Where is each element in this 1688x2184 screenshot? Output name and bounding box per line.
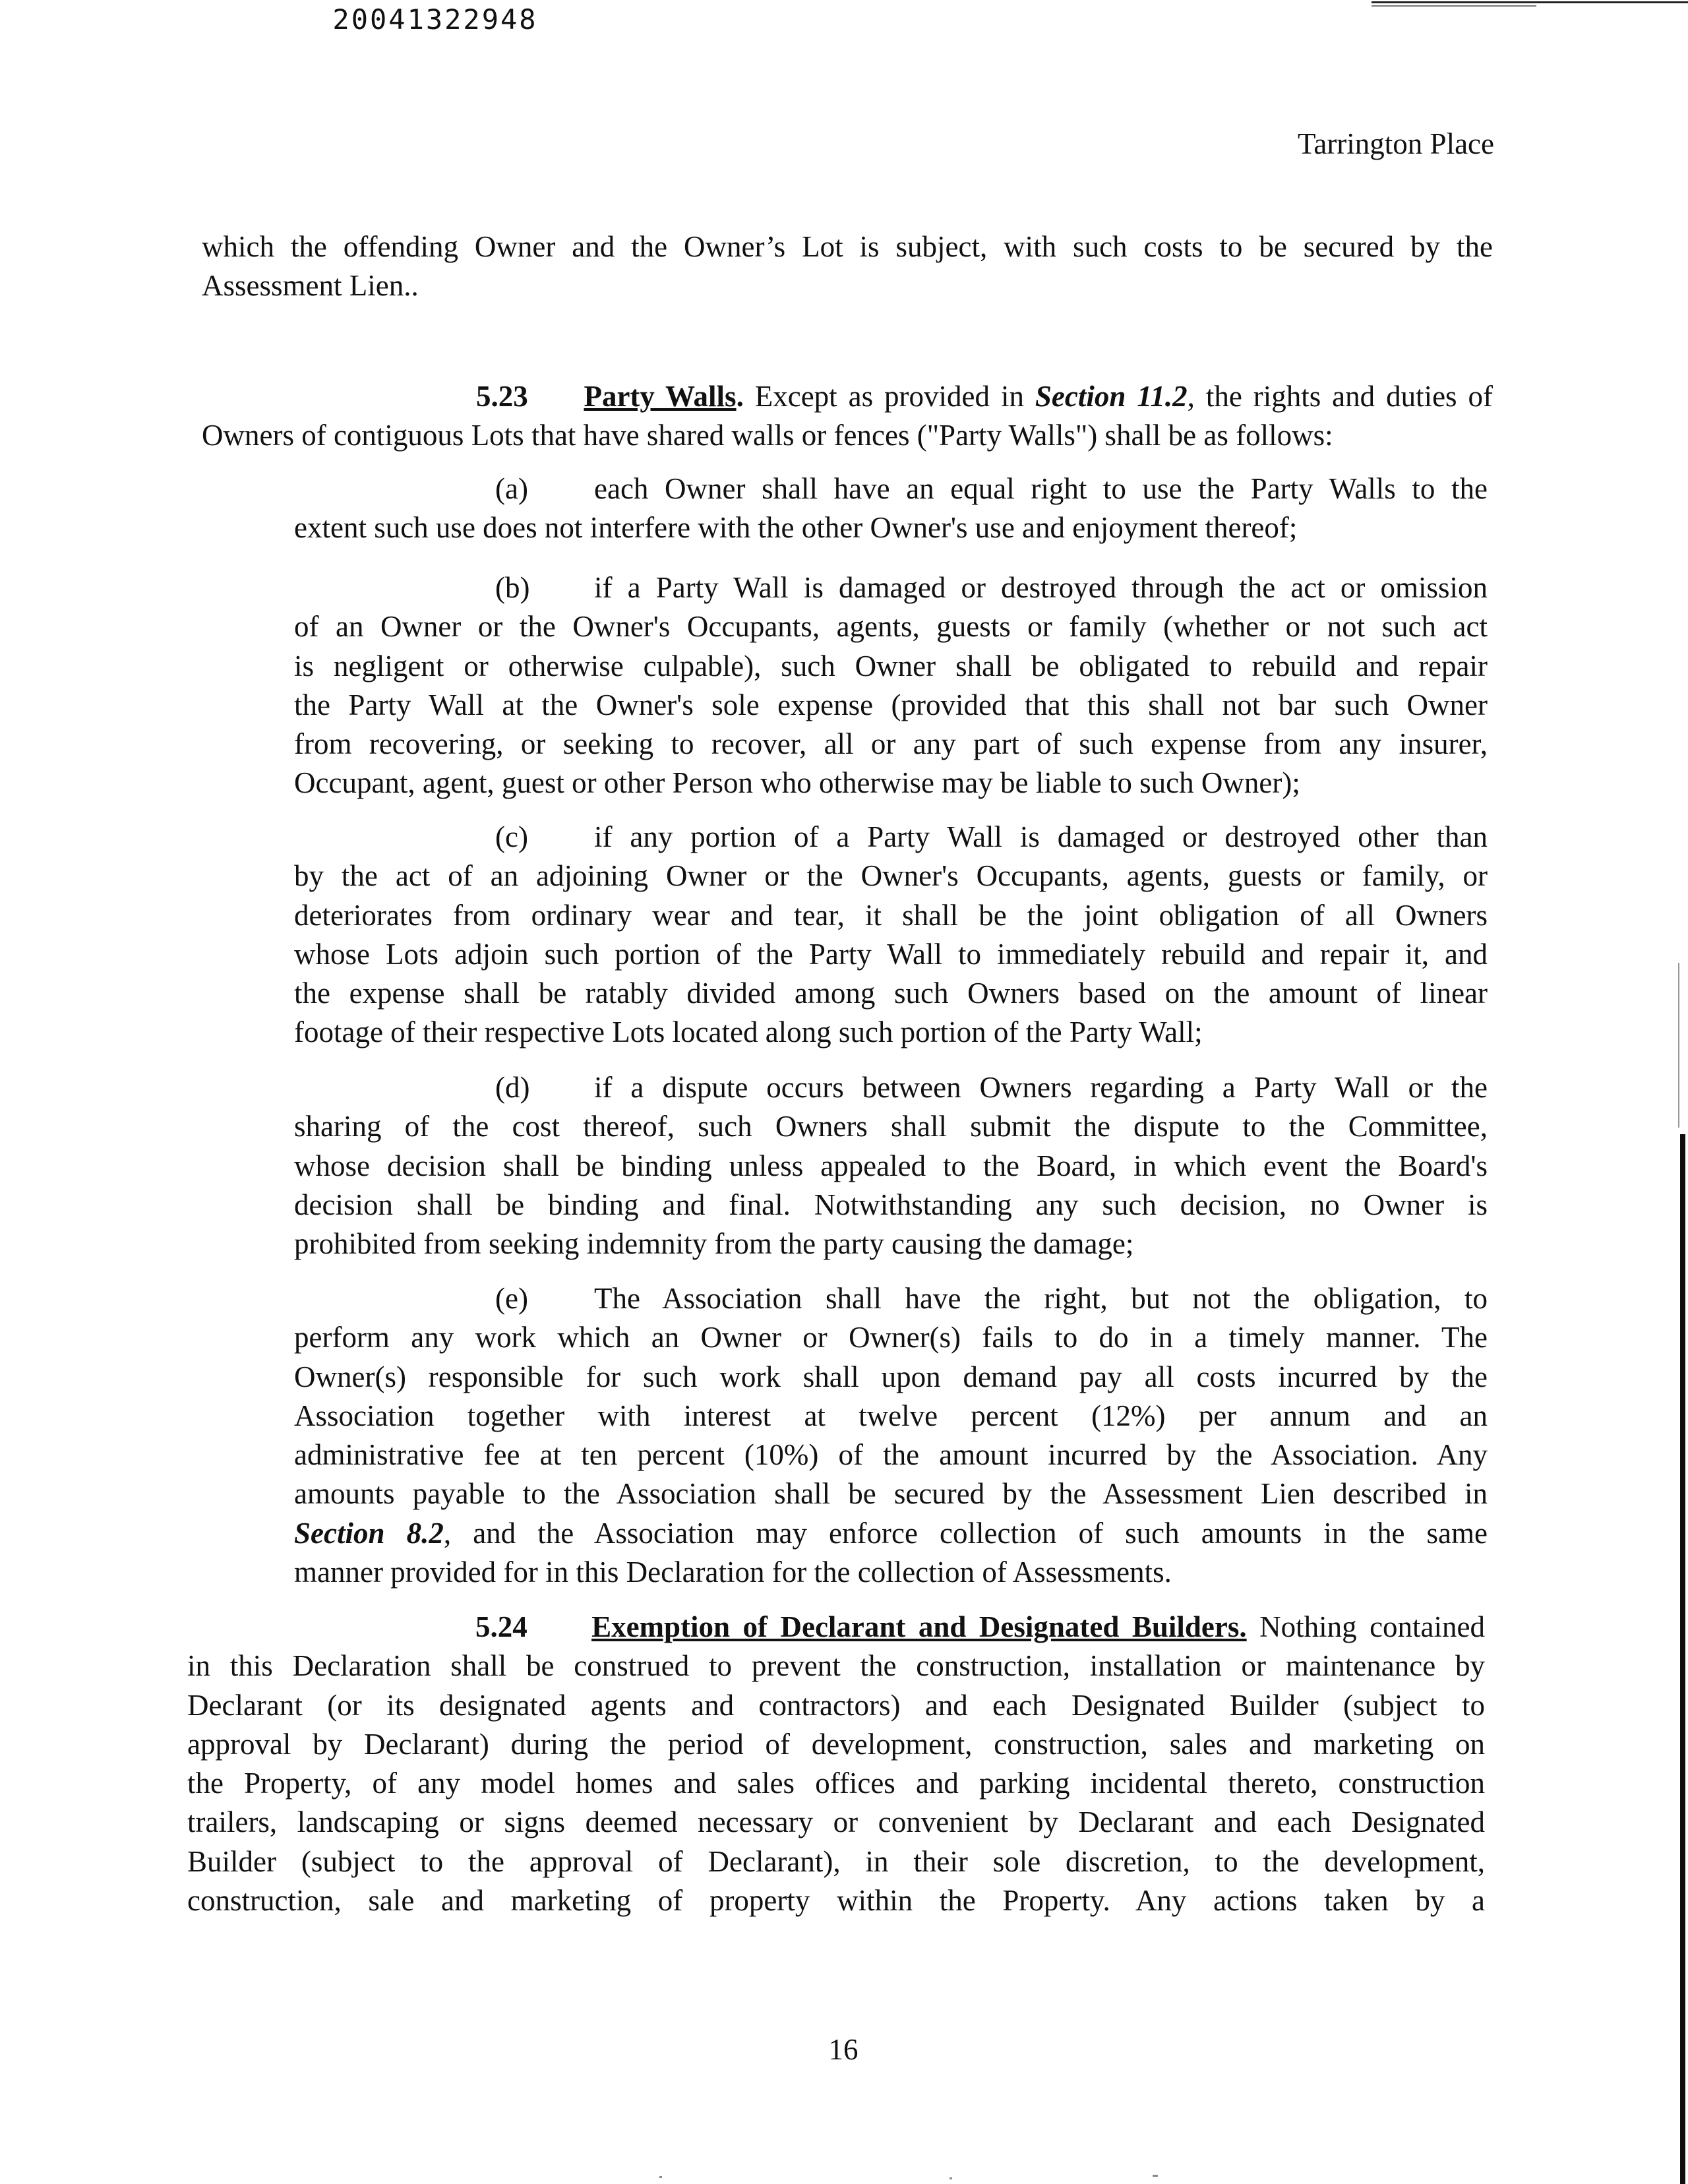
subsection-a: [294, 470, 1488, 548]
subsection-text: The Association shall have the right, but not the obligation, to: [594, 1282, 1488, 1315]
subsection-d: [294, 1068, 1488, 1263]
section-heading-line: [202, 377, 1493, 416]
running-header: Tarrington Place: [1298, 127, 1494, 160]
text-line: amounts payable to the Association shall be secured by the Assessment Lien described in: [294, 1477, 1488, 1511]
text-line: trailers, landscaping or signs deemed necessary or convenient by Declarant and each Designated: [187, 1805, 1485, 1839]
text-line: manner provided for in this Declaration for the collection of Assessments.: [294, 1556, 1172, 1589]
scan-speck: [1153, 2175, 1158, 2177]
subsection-label: (c): [495, 820, 528, 853]
text-line: whose Lots adjoin such portion of the Party Wall to immediately rebuild and repair it, and: [294, 937, 1488, 971]
text-line: the Property, of any model homes and sales offices and parking incidental thereto, construction: [187, 1767, 1485, 1800]
text-line: Owners of contiguous Lots that have shared walls or fences ("Party Walls") shall be as follows:: [202, 419, 1333, 452]
text-line: deteriorates from ordinary wear and tear, it shall be the joint obligation of all Owners: [294, 898, 1488, 932]
section-5-23-intro: [202, 377, 1493, 456]
section-intro-text: Nothing contained: [1246, 1610, 1485, 1643]
text-line: which the offending Owner and the Owner’s Lot is subject, with such costs to be secured by the: [202, 230, 1493, 263]
text-line: construction, sale and marketing of property within the Property. Any actions taken by a: [187, 1884, 1485, 1918]
subsection-first-line: [294, 470, 1488, 508]
subsection-first-line: [294, 1279, 1488, 1318]
text-line: is negligent or otherwise culpable), such Owner shall be obligated to rebuild and repair: [294, 649, 1488, 682]
section-reference: Section 8.2: [294, 1516, 444, 1550]
text-line: sharing of the cost thereof, such Owners shall submit the dispute to the Committee,: [294, 1110, 1488, 1143]
section-5-24: [187, 1608, 1485, 1920]
subsection-e: [294, 1279, 1488, 1592]
text-line-remainder: , and the Association may enforce collection of such amounts in the same: [443, 1516, 1488, 1550]
section-title: Exemption of Declarant and Designated Builders.: [591, 1610, 1247, 1643]
scan-edge-rule-thin: [1372, 5, 1536, 7]
subsection-text: if any portion of a Party Wall is damaged or destroyed other than: [594, 820, 1488, 853]
text-line: whose decision shall be binding unless appealed to the Board, in which event the Board's: [294, 1149, 1488, 1182]
document-id: 20041322948: [332, 3, 538, 36]
text-line: Occupant, agent, guest or other Person who otherwise may be liable to such Owner);: [294, 766, 1300, 800]
text-line: in this Declaration shall be construed to prevent the construction, installation or maintenance by: [187, 1649, 1485, 1683]
subsection-b: [294, 568, 1488, 803]
section-intro-text: , the rights and duties of: [1187, 380, 1493, 413]
section-number: 5.23: [476, 380, 528, 413]
page-number: 16: [828, 2033, 859, 2066]
text-line: Association together with interest at twelve percent (12%) per annum and an: [294, 1399, 1488, 1432]
text-line: Assessment Lien..: [202, 269, 419, 303]
text-line: approval by Declarant) during the period of development, construction, sales and marketing on: [187, 1727, 1485, 1761]
scan-edge-rule: [1372, 1, 1688, 3]
section-number: 5.24: [475, 1610, 528, 1643]
subsection-text: if a Party Wall is damaged or destroyed through the act or omission: [594, 571, 1488, 604]
text-line: prohibited from seeking indemnity from the party causing the damage;: [294, 1227, 1134, 1261]
scan-speck: [659, 2176, 662, 2178]
scan-edge-mark: [1678, 963, 1679, 1128]
section-reference: Section 11.2: [1035, 380, 1188, 413]
text-line: perform any work which an Owner or Owner(s) fails to do in a timely manner. The: [294, 1321, 1488, 1354]
text-line: extent such use does not interfere with the other Owner's use and enjoyment thereof;: [294, 511, 1298, 545]
subsection-first-line: [294, 568, 1488, 607]
subsection-text: if a dispute occurs between Owners regarding a Party Wall or the: [594, 1071, 1488, 1104]
text-line: from recovering, or seeking to recover, all or any part of such expense from any insurer,: [294, 727, 1488, 761]
text-line: Builder (subject to the approval of Declarant), in their sole discretion, to the development,: [187, 1844, 1485, 1878]
text-line-with-reference: [294, 1514, 1488, 1553]
subsection-c: [294, 818, 1488, 1052]
section-title: Party Walls: [584, 380, 737, 413]
text-line: the Party Wall at the Owner's sole expense (provided that this shall not bar such Owner: [294, 688, 1488, 721]
subsection-label: (a): [495, 472, 528, 505]
text-line: footage of their respective Lots located along such portion of the Party Wall;: [294, 1016, 1203, 1049]
scan-speck: [950, 2177, 952, 2179]
subsection-first-line: [294, 1068, 1488, 1107]
text-line: Declarant (or its designated agents and contractors) and each Designated Builder (subject to: [187, 1688, 1485, 1722]
text-line: Owner(s) responsible for such work shall upon demand pay all costs incurred by the: [294, 1360, 1488, 1393]
subsection-label: (d): [495, 1071, 530, 1104]
section-title-period: .: [736, 380, 744, 413]
text-line: the expense shall be ratably divided among such Owners based on the amount of linear: [294, 977, 1488, 1010]
text-line: decision shall be binding and final. Notwithstanding any such decision, no Owner is: [294, 1188, 1488, 1221]
subsection-label: (b): [495, 571, 530, 604]
text-line: administrative fee at ten percent (10%) of the amount incurred by the Association. Any: [294, 1438, 1488, 1472]
scan-edge-right: [1680, 1134, 1685, 2184]
text-line: of an Owner or the Owner's Occupants, agents, guests or family (whether or not such act: [294, 610, 1488, 644]
subsection-text: each Owner shall have an equal right to use the Party Walls to the: [594, 472, 1488, 505]
section-heading-line: [187, 1608, 1485, 1647]
subsection-first-line: [294, 818, 1488, 857]
subsection-label: (e): [495, 1282, 528, 1315]
carryover-paragraph: [202, 228, 1493, 306]
section-intro-text: Except as provided in: [743, 380, 1035, 413]
text-line: by the act of an adjoining Owner or the Owner's Occupants, agents, guests or family, or: [294, 859, 1488, 893]
